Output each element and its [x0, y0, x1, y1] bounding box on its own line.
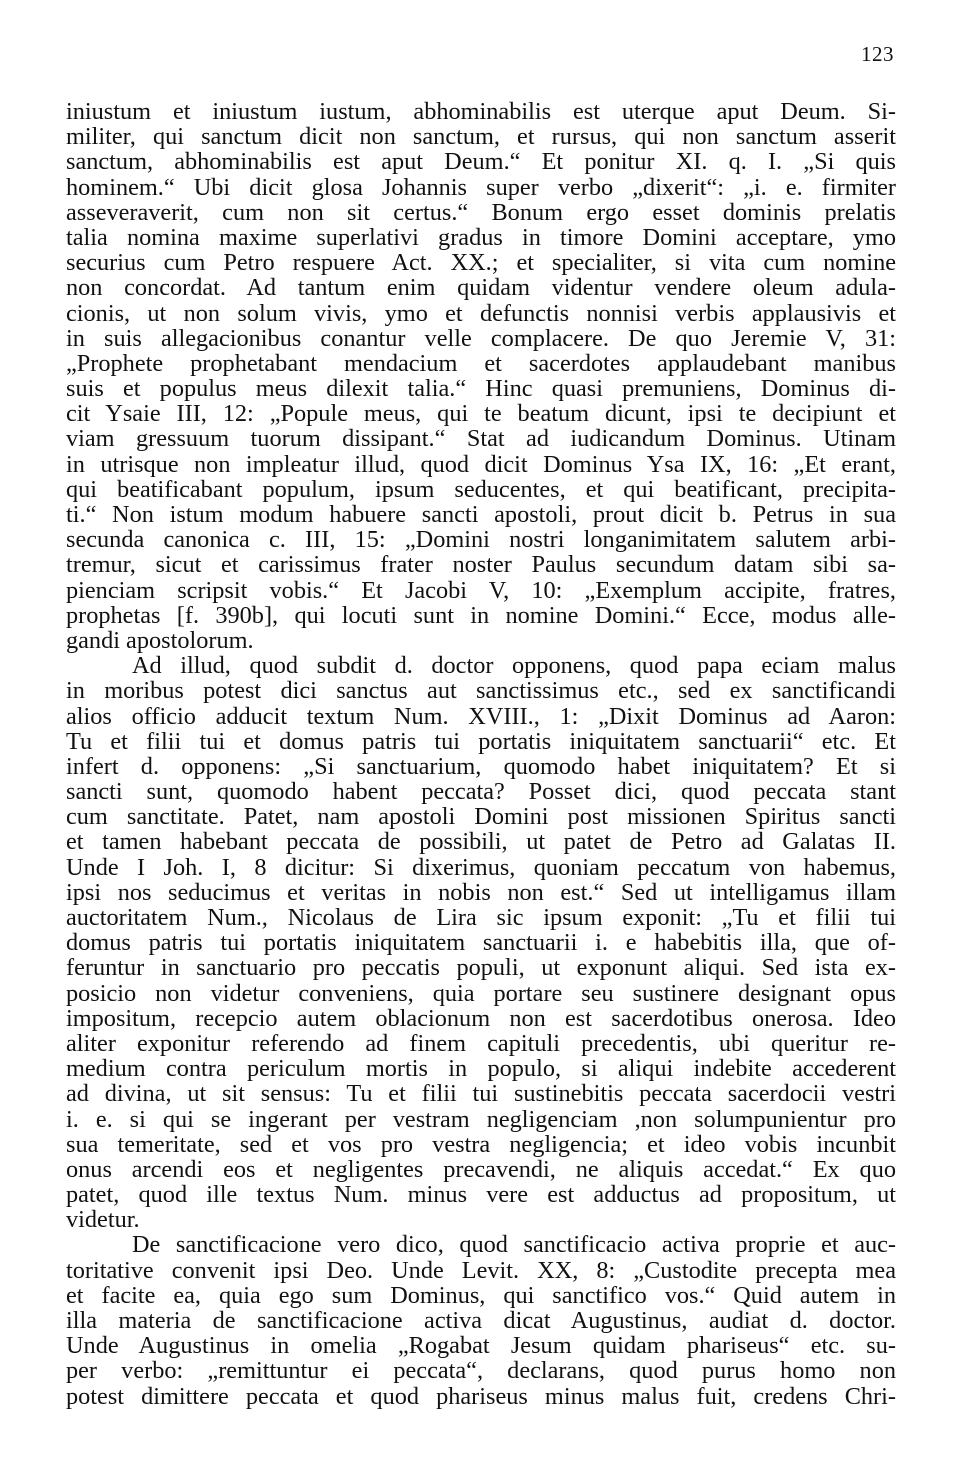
- text-line: ipsi nos seducimus et veritas in nobis non est.“ Sed ut intelligamus illam: [66, 878, 896, 906]
- text-line: pienciam scripsit vobis.“ Et Jacobi V, 10: „Exemplum accipite, fratres,: [66, 576, 896, 604]
- text-line: per verbo: „remittuntur ei peccata“, declarans, quod purus homo non: [66, 1357, 896, 1385]
- text-line: suis et populus meus dilexit talia.“ Hinc quasi premuniens, Dominus di-: [66, 375, 896, 403]
- text-line: alios officio adducit textum Num. XVIII., 1: „Dixit Dominus ad Aaron:: [66, 702, 896, 730]
- text-line: Tu et filii tui et domus patris tui portatis iniquitatem sanctuarii“ etc. Et: [66, 727, 896, 755]
- text-line: infert d. opponens: „Si sanctuarium, quomodo habet iniquitatem? Et si: [66, 752, 896, 780]
- text-line: videtur.: [66, 1206, 140, 1234]
- text-line: toritative convenit ipsi Deo. Unde Levit. XX, 8: „Custodite precepta mea: [66, 1256, 896, 1284]
- body-text: [66, 99, 896, 1409]
- text-line: posicio non videtur conveniens, quia portare seu sustinere designant opus: [66, 979, 896, 1007]
- text-line: sanctum, abhominabilis est aput Deum.“ Et ponitur XI. q. I. „Si quis: [66, 148, 896, 176]
- text-line: securius cum Petro respuere Act. XX.; et specialiter, si vita cum nomine: [66, 249, 896, 277]
- page-number: 123: [861, 42, 894, 66]
- text-line: in moribus potest dici sanctus aut sanctissimus etc., sed ex sanctificandi: [66, 677, 896, 705]
- text-line: domus patris tui portatis iniquitatem sanctuarii i. e habebitis illa, que of-: [66, 929, 896, 957]
- text-line: sancti sunt, quomodo habent peccata? Posset dici, quod peccata stant: [66, 778, 896, 806]
- text-line: non concordat. Ad tantum enim quidam videntur vendere oleum adula-: [66, 274, 896, 302]
- text-line: Unde I Joh. I, 8 dicitur: Si dixerimus, quoniam peccatum von habemus,: [66, 853, 896, 881]
- text-line: sua temeritate, sed et vos pro vestra negligencia; et ideo vobis incunbit: [66, 1130, 896, 1158]
- text-line: De sanctificacione vero dico, quod sanctificacio activa proprie et auc-: [132, 1231, 896, 1259]
- text-line: feruntur in sanctuario pro peccatis populi, ut exponunt aliqui. Sed ista ex-: [66, 954, 896, 982]
- text-line: tremur, sicut et carissimus frater noster Paulus secundum datam sibi sa-: [66, 551, 896, 579]
- text-line: onus arcendi eos et negligentes precavendi, ne aliquis accedat.“ Ex quo: [66, 1155, 896, 1183]
- text-line: in suis allegacionibus conantur velle complacere. De quo Jeremie V, 31:: [66, 324, 896, 352]
- text-line: cit Ysaie III, 12: „Popule meus, qui te beatum dicunt, ipsi te decipiunt et: [66, 400, 896, 428]
- text-line: aliter exponitur referendo ad finem capituli precedentis, ubi queritur re-: [66, 1029, 896, 1057]
- text-line: qui beatificabant populum, ipsum seducentes, et qui beatificant, precipita-: [66, 475, 896, 503]
- text-line: talia nomina maxime superlativi gradus in timore Domini acceptare, ymo: [66, 223, 896, 251]
- text-line: cionis, ut non solum vivis, ymo et defunctis nonnisi verbis applausivis et: [66, 299, 896, 327]
- text-line: iniustum et iniustum iustum, abhominabilis est uterque aput Deum. Si-: [66, 98, 896, 125]
- text-line: „Prophete prophetabant mendacium et sacerdotes applaudebant manibus: [66, 349, 896, 377]
- text-line: prophetas [f. 390b], qui locuti sunt in nomine Domini.“ Ecce, modus alle-: [66, 601, 896, 629]
- text-line: i. e. si qui se ingerant per vestram negligenciam ,non solumpunientur pro: [66, 1105, 896, 1133]
- text-line: militer, qui sanctum dicit non sanctum, et rursus, qui non sanctum asserit: [66, 123, 896, 151]
- text-line: secunda canonica c. III, 15: „Domini nostri longanimitatem salutem arbi-: [66, 526, 896, 554]
- text-line: ti.“ Non istum modum habuere sancti apostoli, prout dicit b. Petrus in sua: [66, 501, 896, 528]
- text-line: Unde Augustinus in omelia „Rogabat Jesum quidam phariseus“ etc. su-: [66, 1332, 896, 1360]
- text-line: hominem.“ Ubi dicit glosa Johannis super verbo „dixerit“: „i. e. firmiter: [66, 173, 896, 201]
- text-line: et facite ea, quia ego sum Dominus, qui sanctifico vos.“ Quid autem in: [66, 1281, 896, 1309]
- text-line: et tamen habebant peccata de possibili, ut patet de Petro ad Galatas II.: [66, 828, 896, 856]
- text-line: viam gressuum tuorum dissipant.“ Stat ad iudicandum Dominus. Utinam: [66, 425, 896, 453]
- text-line: medium contra periculum mortis in populo, si aliqui indebite accederent: [66, 1055, 896, 1083]
- text-line: auctoritatem Num., Nicolaus de Lira sic ipsum exponit: „Tu et filii tui: [66, 904, 896, 931]
- text-line: Ad illud, quod subdit d. doctor opponens, quod papa eciam malus: [132, 652, 896, 680]
- text-line: illa materia de sanctificacione activa dicat Augustinus, audiat d. doctor.: [66, 1307, 896, 1334]
- text-line: in utrisque non impleatur illud, quod dicit Dominus Ysa IX, 16: „Et erant,: [66, 450, 896, 478]
- text-line: ad divina, ut sit sensus: Tu et filii tui sustinebitis peccata sacerdocii vestri: [66, 1080, 896, 1108]
- text-line: asseveraverit, cum non sit certus.“ Bonum ergo esset dominis prelatis: [66, 198, 896, 226]
- text-line: impositum, recepcio autem oblacionum non est sacerdotibus onerosa. Ideo: [66, 1004, 896, 1032]
- text-line: cum sanctitate. Patet, nam apostoli Domini post missionen Spiritus sancti: [66, 803, 896, 831]
- text-line: patet, quod ille textus Num. minus vere est adductus ad propositum, ut: [66, 1181, 896, 1209]
- text-line: potest dimittere peccata et quod phariseus minus malus fuit, credens Chri-: [66, 1382, 896, 1410]
- text-line: gandi apostolorum.: [66, 626, 254, 654]
